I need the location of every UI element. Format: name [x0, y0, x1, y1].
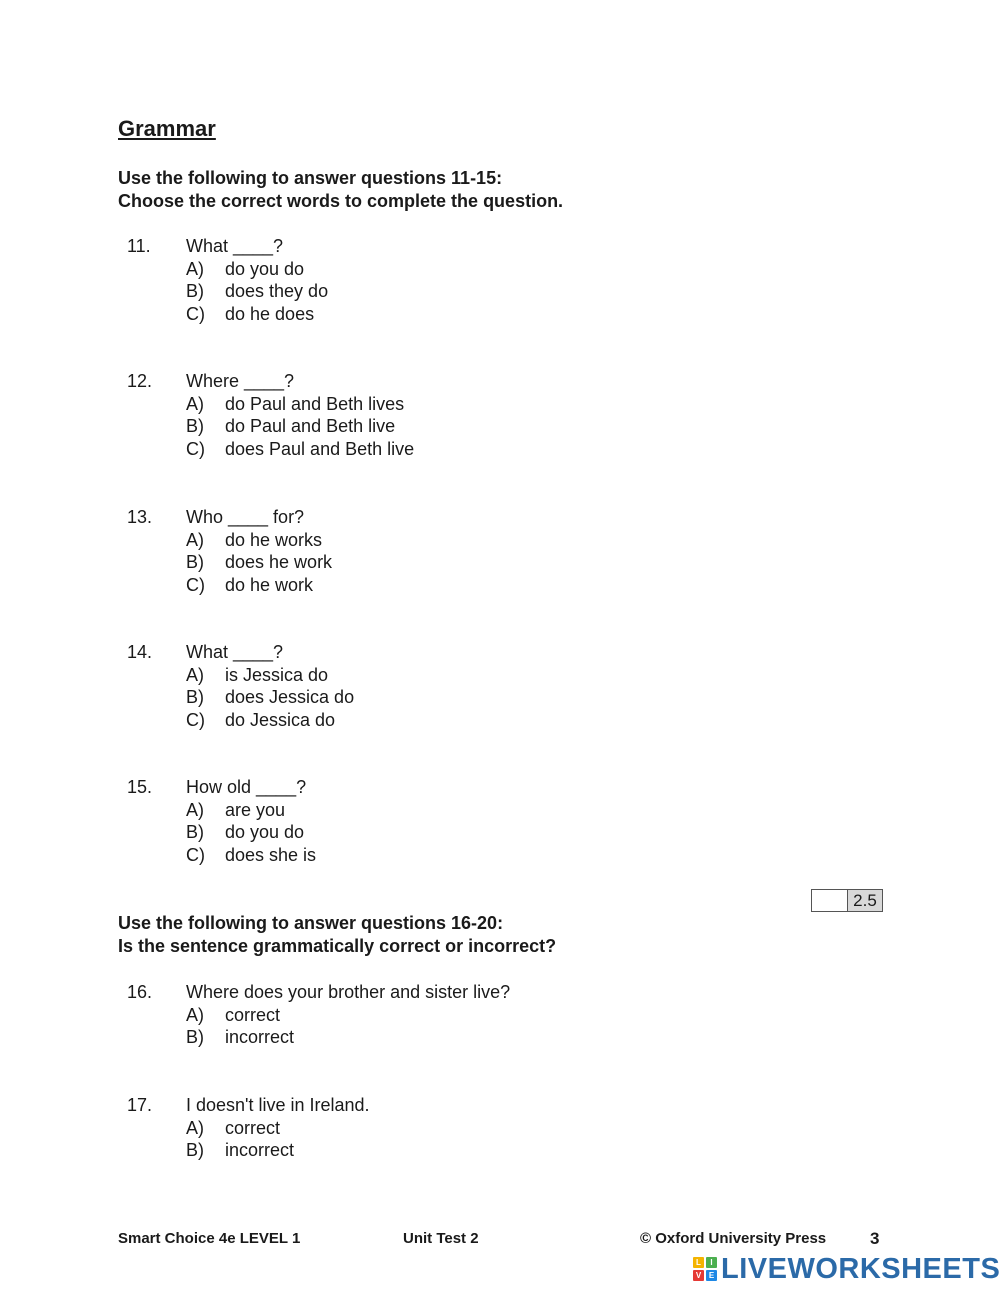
option-text: do he does	[225, 304, 315, 325]
logo-block: L	[693, 1257, 704, 1268]
option-text: do Paul and Beth live	[225, 416, 396, 437]
option-letter: B)	[186, 1140, 204, 1161]
option-letter: C)	[186, 304, 205, 325]
option-a[interactable]	[186, 1004, 280, 1027]
option-letter: A)	[186, 664, 204, 685]
instruction-line: Is the sentence grammatically correct or incorrect?	[118, 935, 557, 956]
option-text: do Paul and Beth lives	[225, 393, 405, 414]
instructions-part1	[118, 167, 563, 212]
question-number: 15.	[127, 777, 153, 797]
question-stem: Who ____ for?	[186, 507, 305, 527]
option-text: do you do	[225, 822, 305, 843]
score-box	[811, 889, 883, 911]
question-stem: What ____?	[186, 236, 284, 256]
logo-text: LIVEWORKSHEETS	[721, 1252, 1000, 1285]
option-b[interactable]	[186, 551, 332, 574]
option-letter: A)	[186, 258, 204, 279]
option-c[interactable]	[186, 844, 316, 867]
option-letter: A)	[186, 529, 204, 550]
option-letter: C)	[186, 439, 205, 460]
footer-publisher: © Oxford University Press	[640, 1230, 827, 1247]
logo-block: E	[706, 1270, 717, 1281]
option-b[interactable]	[186, 1026, 294, 1049]
logo-block: I	[706, 1257, 717, 1268]
option-c[interactable]	[186, 438, 414, 461]
option-letter: C)	[186, 710, 205, 731]
instruction-line: Use the following to answer questions 16-20:	[118, 913, 504, 933]
question-stem: Where ____?	[186, 371, 295, 391]
option-text: are you	[225, 799, 286, 820]
option-a[interactable]	[186, 664, 328, 687]
option-letter: A)	[186, 393, 204, 414]
option-text: incorrect	[225, 1027, 295, 1048]
option-letter: B)	[186, 1027, 204, 1048]
option-letter: C)	[186, 575, 205, 596]
instruction-line: Use the following to answer questions 11-15:	[118, 168, 503, 188]
option-c[interactable]	[186, 709, 335, 732]
option-a[interactable]	[186, 529, 322, 552]
question-stem: What ____?	[186, 642, 284, 662]
question-number: 12.	[127, 371, 153, 391]
option-b[interactable]	[186, 1139, 294, 1162]
question-number: 17.	[127, 1095, 153, 1115]
option-c[interactable]	[186, 303, 314, 326]
question-number: 14.	[127, 642, 153, 662]
option-text: do he work	[225, 575, 314, 596]
score-max: 2.5	[848, 889, 883, 912]
option-b[interactable]	[186, 821, 304, 844]
option-letter: B)	[186, 416, 204, 437]
option-letter: C)	[186, 845, 205, 866]
question-stem: I doesn't live in Ireland.	[186, 1095, 370, 1115]
option-text: does Jessica do	[225, 687, 355, 708]
logo-blocks-icon	[693, 1257, 717, 1281]
instruction-line: Choose the correct words to complete the question.	[118, 190, 564, 211]
option-c[interactable]	[186, 574, 313, 597]
option-a[interactable]	[186, 393, 404, 416]
option-text: is Jessica do	[225, 664, 329, 685]
question-stem: Where does your brother and sister live?	[186, 982, 511, 1002]
question-number: 13.	[127, 507, 153, 527]
instructions-part2	[118, 912, 556, 957]
option-text: does she is	[225, 845, 317, 866]
option-text: does Paul and Beth live	[225, 439, 415, 460]
option-letter: A)	[186, 799, 204, 820]
score-input[interactable]	[811, 889, 848, 912]
section-title: Grammar	[118, 116, 216, 141]
option-a[interactable]	[186, 1117, 280, 1140]
option-letter: B)	[186, 552, 204, 573]
option-letter: B)	[186, 281, 204, 302]
option-text: does he work	[225, 552, 333, 573]
option-text: correct	[225, 1004, 281, 1025]
option-letter: A)	[186, 1004, 204, 1025]
logo-block: V	[693, 1270, 704, 1281]
footer-book: Smart Choice 4e LEVEL 1	[118, 1230, 301, 1247]
option-b[interactable]	[186, 415, 395, 438]
option-letter: A)	[186, 1117, 204, 1138]
footer-unit: Unit Test 2	[403, 1230, 479, 1247]
question-number: 16.	[127, 982, 153, 1002]
option-b[interactable]	[186, 280, 328, 303]
question-stem: How old ____?	[186, 777, 307, 797]
question-number: 11.	[127, 236, 151, 256]
option-text: do you do	[225, 258, 305, 279]
option-b[interactable]	[186, 686, 354, 709]
option-letter: B)	[186, 687, 204, 708]
option-a[interactable]	[186, 799, 285, 822]
option-letter: B)	[186, 822, 204, 843]
page-number: 3	[870, 1229, 880, 1248]
option-text: do he works	[225, 529, 323, 550]
option-text: does they do	[225, 281, 329, 302]
liveworksheets-logo	[693, 1254, 1000, 1284]
option-text: correct	[225, 1117, 281, 1138]
option-text: do Jessica do	[225, 710, 336, 731]
option-text: incorrect	[225, 1140, 295, 1161]
option-a[interactable]	[186, 258, 304, 281]
